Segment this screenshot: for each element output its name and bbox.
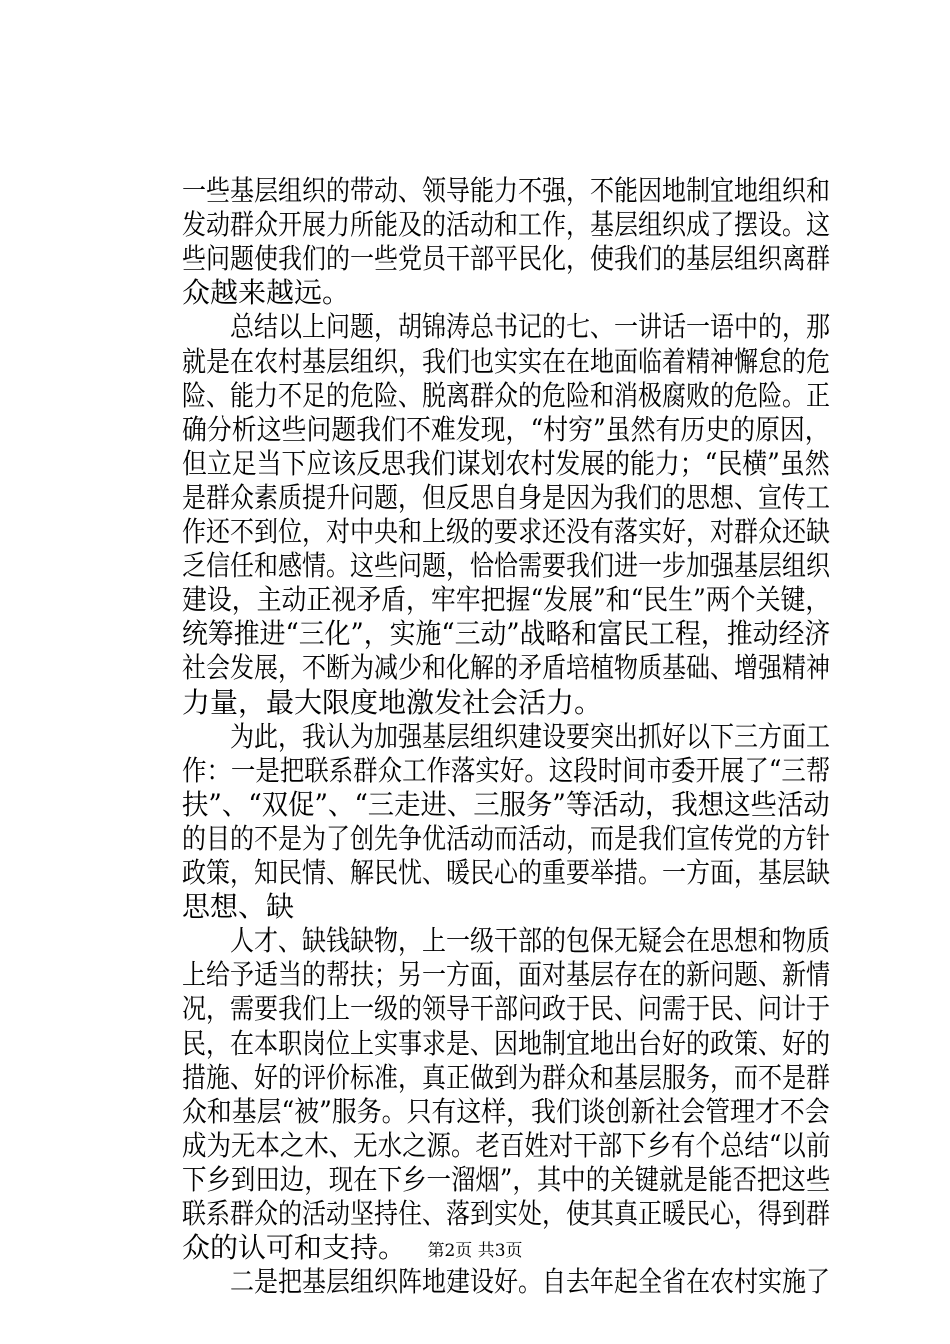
text-line: 众的认可和支持。 [182, 1231, 407, 1265]
text-line: 民，在本职岗位上实事求是、因地制宜地出台好的政策、好的 [182, 1026, 830, 1060]
text-line: 下乡到田边，现在下乡一溜烟”，其中的关键就是能否把这些 [182, 1162, 831, 1196]
text-line: 上给予适当的帮扶；另一方面，面对基层存在的新问题、新情 [182, 958, 830, 992]
text-line: 众和基层“被”服务。只有这样，我们谈创新社会管理才不会 [182, 1094, 830, 1128]
text-line: 但立足当下应该反思我们谋划农村发展的能力；“民横”虽然 [182, 446, 830, 480]
text-line: 建设，主动正视矛盾，牢牢把握“发展”和“民生”两个关键， [182, 583, 831, 617]
text-line: 力量，最大限度地激发社会活力。 [182, 685, 603, 719]
text-line: 作：一是把联系群众工作落实好。这段时间市委开展了“三帮 [182, 753, 831, 787]
text-line: 众越来越远。 [182, 276, 351, 310]
text-line: 社会发展，不断为减少和化解的矛盾培植物质基础、增强精神 [182, 651, 830, 685]
text-line: 的目的不是为了创先争优活动而活动，而是我们宣传党的方针 [182, 821, 830, 855]
text-line: 人才、缺钱缺物，上一级干部的包保无疑会在思想和物质 [182, 924, 830, 958]
text-line: 政策，知民情、解民忧、暖民心的重要举措。一方面，基层缺 [182, 856, 830, 889]
text-line: 统筹推进“三化”，实施“三动”战略和富民工程，推动经济 [182, 617, 831, 651]
text-line: 发动群众开展力所能及的活动和工作，基层组织成了摆设。这 [182, 208, 830, 242]
text-line: 乏信任和感情。这些问题，恰恰需要我们进一步加强基层组织 [182, 549, 830, 583]
text-line: 是群众素质提升问题，但反思自身是因为我们的思想、宣传工 [182, 480, 830, 514]
text-line: 就是在农村基层组织，我们也实实在在地面临着精神懈怠的危 [182, 344, 830, 378]
text-line: 一些基层组织的带动、领导能力不强，不能因地制宜地组织和 [182, 174, 830, 207]
text-line: 扶”、“双促”、“三走进、三服务”等活动，我想这些活动 [182, 787, 830, 821]
text-line: 二是把基层组织阵地建设好。自去年起全省在农村实施了 [182, 1265, 830, 1299]
text-line: 联系群众的活动坚持住、落到实处，使其真正暖民心，得到群 [182, 1197, 830, 1230]
text-line: 些问题使我们的一些党员干部平民化，使我们的基层组织离群 [182, 242, 830, 276]
text-line: 况，需要我们上一级的领导干部问政于民、问需于民、问计于 [182, 992, 830, 1026]
text-line: 为此，我认为加强基层组织建设要突出抓好以下三方面工 [182, 719, 830, 753]
text-line: 措施、好的评价标准，真正做到为群众和基层服务，而不是群 [182, 1060, 830, 1094]
text-line: 思想、缺 [182, 890, 295, 924]
text-line: 险、能力不足的危险、脱离群众的危险和消极腐败的危险。正 [182, 378, 830, 412]
text-line: 作还不到位，对中央和上级的要求还没有落实好，对群众还缺 [182, 515, 830, 548]
text-line: 成为无本之木、无水之源。老百姓对干部下乡有个总结“以前 [182, 1128, 831, 1162]
page-number-footer: 第2页 共3页 [427, 1241, 523, 1261]
text-line: 总结以上问题，胡锦涛总书记的七、一讲话一语中的，那 [182, 310, 830, 344]
text-line: 确分析这些问题我们不难发现，“村穷”虽然有历史的原因， [182, 412, 830, 446]
